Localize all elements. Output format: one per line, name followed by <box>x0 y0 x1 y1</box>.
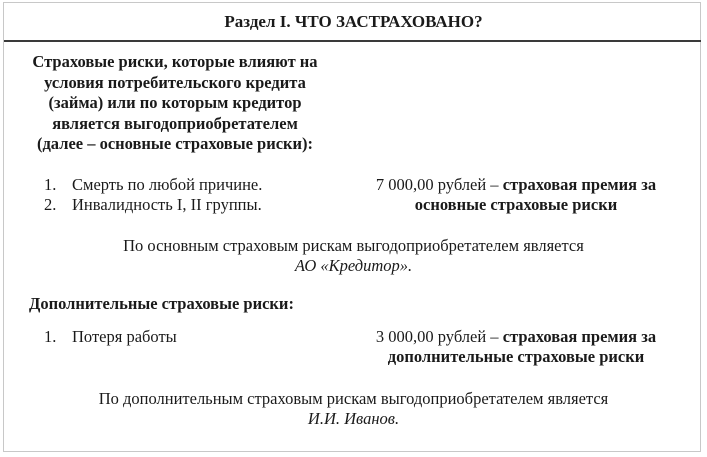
premium-label: страховая премия за <box>502 175 657 194</box>
section-title: Раздел I. ЧТО ЗАСТРАХОВАНО? <box>224 12 483 31</box>
beneficiary-text: По дополнительным страховым рискам выгодоприобретателем является <box>98 389 609 408</box>
list-item-label: Потеря работы <box>72 327 177 346</box>
beneficiary-name: АО «Кредитор». <box>294 256 413 275</box>
main-risks-heading-line: Страховые риски, которые влияют на <box>32 52 318 71</box>
beneficiary-name: И.И. Иванов. <box>307 409 400 428</box>
premium-label: страховая премия за <box>502 327 657 346</box>
list-item <box>44 195 262 215</box>
main-risks-heading-line: условия потребительского кредита <box>44 72 306 92</box>
main-risks-heading-line: (займа) или по которым кредитор <box>48 93 302 112</box>
main-beneficiary <box>0 236 707 276</box>
premium-amount: 3 000,00 рублей – <box>375 327 499 346</box>
additional-risks-heading: Дополнительные страховые риски: <box>29 294 294 313</box>
premium-label: основные страховые риски <box>414 195 618 214</box>
list-item-label: Смерть по любой причине. <box>72 175 263 194</box>
additional-beneficiary <box>0 389 707 429</box>
main-risks-heading <box>10 52 340 155</box>
list-item-label: Инвалидность I, II группы. <box>72 195 262 214</box>
premium-amount: 7 000,00 рублей – <box>375 175 499 194</box>
beneficiary-text: По основным страховым рискам выгодоприобретателем является <box>123 236 584 255</box>
main-risks-heading-line: (далее – основные страховые риски): <box>36 134 314 153</box>
main-risks-heading-line: является выгодоприобретателем <box>52 113 298 133</box>
main-risks-list <box>44 175 262 215</box>
list-item <box>44 175 262 195</box>
list-item-number: 1. <box>44 327 57 346</box>
main-risks-premium <box>340 175 692 215</box>
additional-risks-premium <box>340 327 692 367</box>
title-divider <box>4 40 701 42</box>
list-item-number: 2. <box>44 195 57 214</box>
list-item <box>44 327 177 347</box>
premium-label: дополнительные страховые риски <box>387 347 645 366</box>
additional-risks-list <box>44 327 177 347</box>
list-item-number: 1. <box>44 175 57 194</box>
